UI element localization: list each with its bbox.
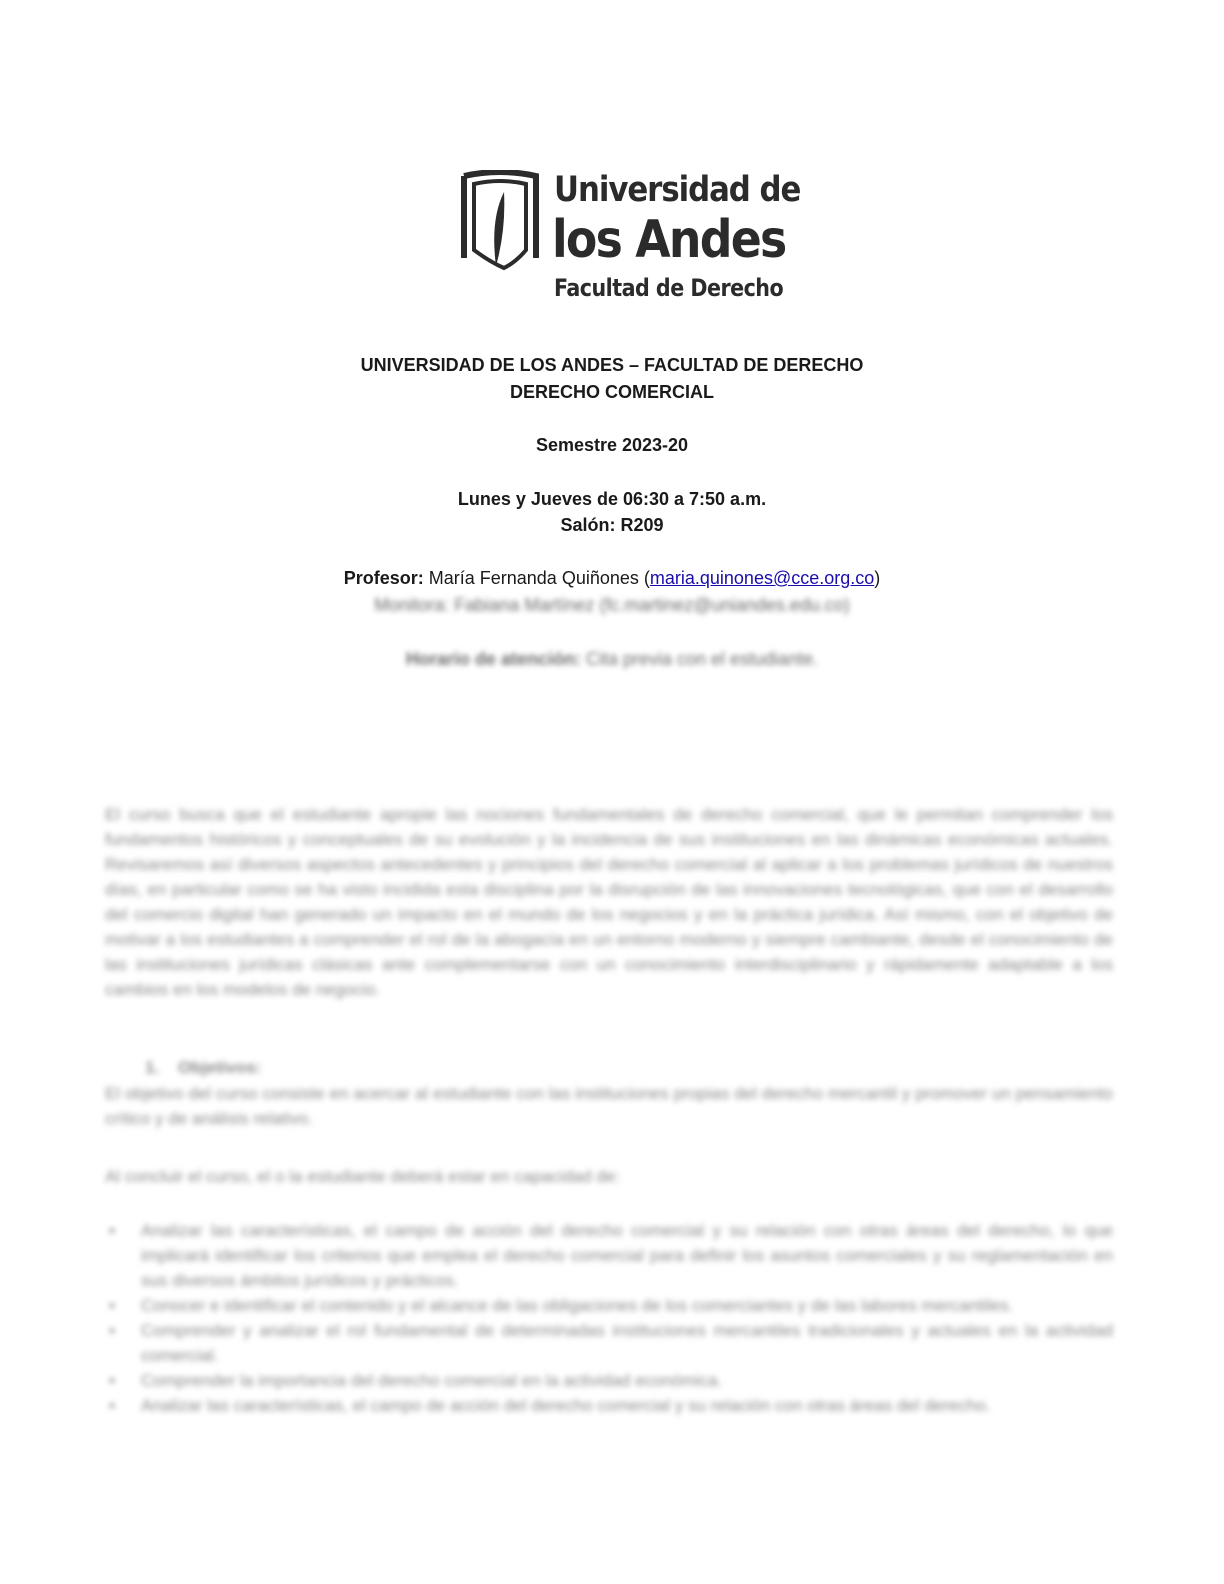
university-crest-icon <box>460 170 540 274</box>
office-hours-label: Horario de atención: <box>405 649 581 669</box>
room-label: Salón: R209 <box>560 515 664 535</box>
list-item: ▪ Analizar las características, el campo de acción del derecho comercial y su relación con otras áreas del derecho. <box>105 1393 1113 1418</box>
logo-text-line1: Universidad de <box>554 170 801 210</box>
course-description-paragraph: El curso busca que el estudiante apropie las nociones fundamentales de derecho comercial, que le permitan comprender los fundamentos históricos y conceptuales de su evolución y la incidencia de sus instituciones en las dinámicas económicas actuales. Revisaremos así diversos aspectos antecedentes y principios del derecho comercial al aplicar a los problemas jurídicos de nuestros días, en particular como se ha visto incidida esta disciplina por la disrupción de las innovaciones tecnológicas, que con el desarrollo del comercio digital han generado un impacto en el mundo de los negocios y en la práctica jurídica. Así mismo, con el objetivo de motivar a los estudiantes a comprender el rol de la abogacía en un entorno moderno y siempre cambiante, desde el conocimiento de las instituciones jurídicas clásicas ante complementarse con un conocimiento interdisciplinario y rápidamente adaptable a los cambios en los modelos de negocio. <box>105 805 1113 999</box>
bullet-icon: ▪ <box>109 1371 116 1390</box>
logo-text-line2: los Andes <box>552 210 786 270</box>
office-hours-line <box>0 646 1224 672</box>
bullet-icon: ▪ <box>109 1296 116 1315</box>
university-logo <box>460 170 801 305</box>
professor-name: María Fernanda Quiñones ( <box>428 568 650 588</box>
bullet-icon: ▪ <box>109 1321 116 1340</box>
objectives-number: 1. <box>145 1058 160 1077</box>
professor-close-paren: ) <box>874 568 881 588</box>
schedule-label: Lunes y Jueves de 06:30 a 7:50 a.m. <box>457 489 767 509</box>
monitor-line: Monitora: Fabiana Martínez (fc.martinez@uniandes.edu.co) <box>374 595 850 615</box>
document-title: UNIVERSIDAD DE LOS ANDES – FACULTAD DE DERECHO <box>360 355 864 375</box>
objectives-lead: Al concluir el curso, el o la estudiante deberá estar en capacidad de: <box>105 1167 621 1186</box>
list-item: ▪ Conocer e identificar el contenido y el alcance de las obligaciones de los comerciantes y de las labores mercantiles. <box>105 1293 1113 1318</box>
professor-label: Profesor: <box>343 568 424 588</box>
bullet-icon: ▪ <box>109 1221 116 1240</box>
list-item: ▪ Comprender la importancia del derecho comercial en la actividad económica. <box>105 1368 1113 1393</box>
logo-text-faculty: Facultad de Derecho <box>554 274 784 302</box>
objectives-heading <box>145 1055 261 1080</box>
objectives-paragraph: El objetivo del curso consiste en acercar al estudiante con las instituciones propias del derecho mercantil y promover un pensamiento crítico y de análisis relativo. <box>105 1084 1113 1128</box>
professor-line <box>0 565 1224 591</box>
professor-email-link[interactable]: maria.quinones@cce.org.co <box>649 568 875 588</box>
course-title: DERECHO COMERCIAL <box>509 382 714 402</box>
semester-label: Semestre 2023-20 <box>535 435 689 455</box>
bullet-icon: ▪ <box>109 1396 116 1415</box>
list-item: ▪ Comprender y analizar el rol fundamental de determinadas instituciones mercantiles tradicionales y actuales en la actividad comercial. <box>105 1318 1113 1368</box>
office-hours-text: Cita previa con el estudiante. <box>585 649 819 669</box>
objectives-title: Objetivos: <box>178 1058 262 1077</box>
list-item: ▪ Analizar las características, el campo de acción del derecho comercial y su relación con otras áreas del derecho, lo que implicará identificar los criterios que emplea el derecho comercial para definir los asuntos comerciales y su reglamentación en sus diversos ámbitos jurídicos y prácticos. <box>105 1218 1113 1293</box>
objectives-list <box>105 1218 1113 1418</box>
